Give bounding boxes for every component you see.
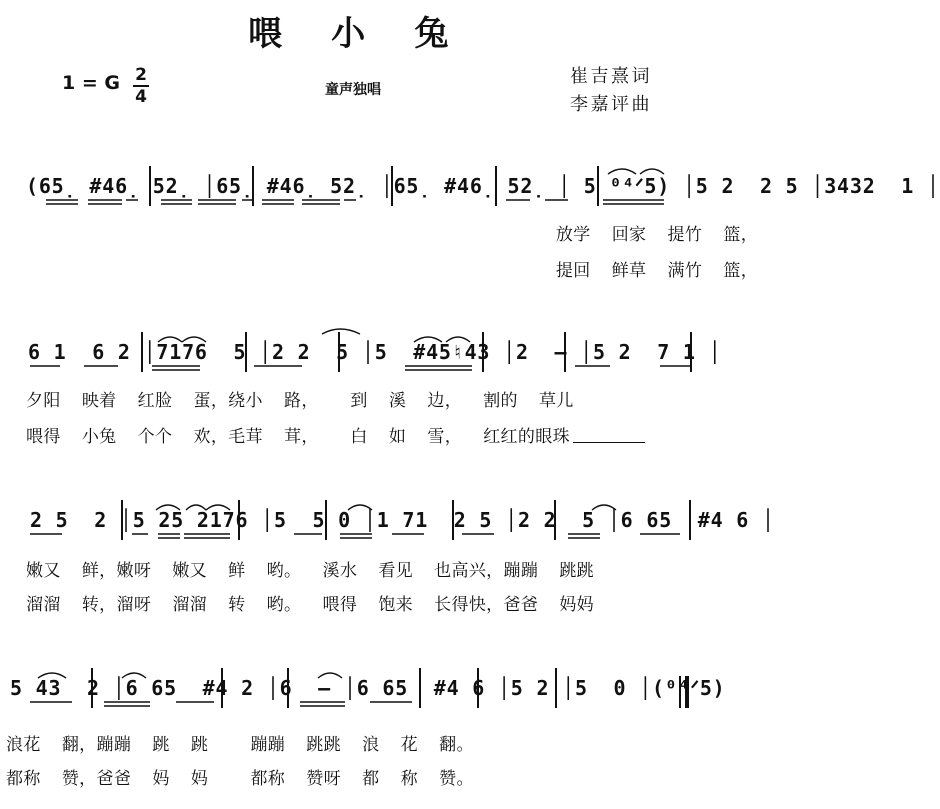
lyrics-line-2-verse-1: 夕阳 映着 红脸 蛋，绕小 路， 到 溪 边， 割的 草儿 [26, 391, 574, 411]
lyric-underline [573, 442, 645, 443]
time-numerator: 2 [135, 65, 147, 85]
lyricist-credit: 崔吉熹词 [570, 66, 653, 87]
final-barline-thin [679, 676, 681, 708]
score-line-4 [0, 668, 726, 734]
time-denominator: 4 [135, 87, 147, 107]
notation-line-1: (65̣ #46̣ 52̣ │65̣ #46̣ 52̣ │65̣ #46̣ 52̣ │ 5 ⁰⁴ᐟ5) │5 2 2 5 │3432 1 │ [26, 174, 940, 198]
notation-line-3: 2 5 2 │5 25 2176 │5 5 0 │1 71 2 5 │2 2 5 │6 65 #4 6 │ [30, 508, 775, 532]
notation-line-4: 5 43 2 │6 65 #4 2 │6 — │6 65 #4 6 │5 2 │5 0 │(⁰⁴ᐟ5) [10, 676, 726, 700]
notation-line-2: 6 1 6 2 │7176 5 │2 2 5 │5 #45♮43 │2 — │5 2 7 1 │ [28, 340, 722, 364]
lyrics-line-1-verse-2: 提回 鲜草 满竹 篮， [6, 261, 759, 281]
lyrics-line-2-verse-2: 喂得 小兔 个个 欢，毛茸 茸， 白 如 雪， 红红的眼珠 [26, 427, 570, 447]
composer-credit: 李嘉评曲 [570, 94, 653, 115]
lyrics-line-4-verse-1: 浪花 翻，蹦蹦 跳 跳 蹦蹦 跳跳 浪 花 翻。 [6, 735, 474, 755]
final-barline-thick [685, 676, 689, 708]
lyrics-line-3-verse-1: 嫩又 鲜，嫩呀 嫩又 鲜 哟。 溪水 看见 也高兴，蹦蹦 跳跳 [26, 561, 595, 581]
performance-type: 童声独唱 [325, 82, 381, 98]
song-title: 喂 小 兔 [248, 14, 452, 54]
lyrics-line-1-verse-1: 放学 回家 提竹 篮， [6, 225, 759, 245]
key-signature: 1 = G [62, 72, 120, 94]
lyrics-line-4-verse-2: 都称 赞，爸爸 妈 妈 都称 赞呀 都 称 赞。 [6, 769, 474, 789]
lyrics-line-3-verse-2: 溜溜 转，溜呀 溜溜 转 哟。 喂得 饱来 长得快，爸爸 妈妈 [26, 595, 595, 615]
time-signature [133, 66, 149, 106]
